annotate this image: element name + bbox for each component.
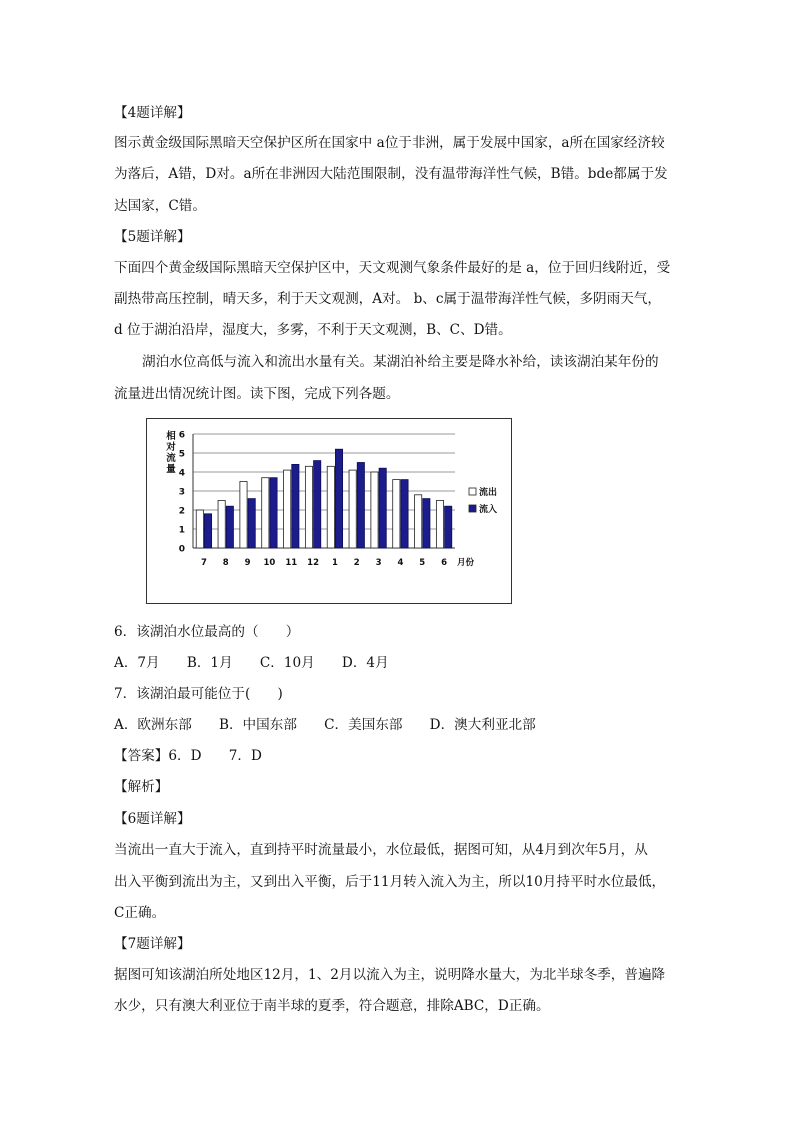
bar-outflow <box>305 466 312 548</box>
bar-outflow <box>327 466 334 548</box>
y-tick-label: 6 <box>178 430 185 441</box>
chart-figure <box>146 418 512 604</box>
bar-inflow <box>335 449 342 548</box>
legend-label: 流出 <box>479 488 498 498</box>
bar-inflow <box>204 514 211 548</box>
x-tick-label: 7 <box>200 558 207 568</box>
bar-inflow <box>270 478 277 548</box>
bar-outflow <box>371 472 378 548</box>
line-2: 为落后，A错，D对。a所在非洲因大陆范围限制，没有温带海洋性气候，B错。bde都属于发 <box>114 166 668 182</box>
x-tick-label: 11 <box>285 558 298 568</box>
y-tick-label: 0 <box>178 544 185 555</box>
bar-inflow <box>445 506 452 548</box>
y-axis-label-char: 对 <box>166 442 176 453</box>
y-axis-label-char: 流 <box>166 453 176 464</box>
line-4: 【5题详解】 <box>114 229 191 245</box>
bar-outflow <box>240 482 247 549</box>
x-axis-label: 月份 <box>457 558 475 568</box>
bar-inflow <box>226 506 233 548</box>
bar-outflow <box>262 478 269 548</box>
bar-outflow <box>436 501 443 549</box>
legend-swatch <box>469 488 476 495</box>
x-tick-label: 3 <box>375 558 382 568</box>
line-19: C正确。 <box>114 905 166 921</box>
bar-outflow <box>393 480 400 548</box>
bar-outflow <box>349 470 356 548</box>
x-tick-label: 12 <box>307 558 320 568</box>
line-6: 副热带高压控制，晴天多，利于天文观测，A对。 b、c属于温带海洋性气候，多阴雨天气， <box>114 291 662 307</box>
line-11: A．7月 B．1月 C．10月 D．4月 <box>114 655 389 671</box>
bar-inflow <box>314 461 321 548</box>
line-5: 下面四个黄金级国际黑暗天空保护区中，天文观测气象条件最好的是 a，位于回归线附近，受 <box>114 260 671 276</box>
y-tick-label: 3 <box>178 487 185 498</box>
line-15: 【解析】 <box>114 779 169 795</box>
x-tick-label: 2 <box>353 558 360 568</box>
line-14: 【答案】6．D 7．D <box>114 748 262 764</box>
line-7: d 位于湖泊沿岸，湿度大，多雾，不利于天文观测，B、C、D错。 <box>114 322 512 338</box>
bar-inflow <box>357 463 364 549</box>
x-tick-label: 1 <box>331 558 338 568</box>
legend-swatch <box>469 505 476 512</box>
bar-outflow <box>196 510 203 548</box>
bar-inflow <box>423 499 430 548</box>
y-tick-label: 2 <box>178 506 185 517</box>
x-tick-label: 10 <box>263 558 276 568</box>
bar-inflow <box>248 499 255 548</box>
x-tick-label: 8 <box>222 558 229 568</box>
bar-outflow <box>218 501 225 549</box>
line-22: 水少，只有澳大利亚位于南半球的夏季，符合题意，排除ABC，D正确。 <box>114 998 550 1014</box>
y-tick-label: 4 <box>178 468 185 479</box>
line-0: 【4题详解】 <box>114 105 191 121</box>
line-21: 据图可知该湖泊所处地区12月，1、2月以流入为主，说明降水量大，为北半球冬季，普遍降 <box>114 967 666 983</box>
bar-inflow <box>292 464 299 548</box>
x-tick-label: 4 <box>397 558 404 568</box>
line-10: 6．该湖泊水位最高的（ ） <box>114 624 300 640</box>
x-tick-label: 6 <box>441 558 448 568</box>
line-12: 7．该湖泊最可能位于( ) <box>114 686 283 702</box>
line-8: 湖泊水位高低与流入和流出水量有关。某湖泊补给主要是降水补给，读该湖泊某年份的 <box>142 354 659 370</box>
line-18: 出入平衡到流出为主，又到出入平衡，后于11月转入流入为主，所以10月持平时水位最低， <box>114 874 666 890</box>
bar-inflow <box>379 468 386 548</box>
y-tick-label: 5 <box>178 449 185 460</box>
line-1: 图示黄金级国际黑暗天空保护区所在国家中 a位于非洲，属于发展中国家，a所在国家经济较 <box>114 135 665 151</box>
line-13: A．欧洲东部 B．中国东部 C．美国东部 D．澳大利亚北部 <box>114 717 536 733</box>
legend-label: 流入 <box>479 505 498 515</box>
y-axis-label-char: 量 <box>166 464 176 475</box>
y-tick-label: 1 <box>178 525 185 536</box>
bar-outflow <box>284 470 291 548</box>
x-tick-label: 5 <box>419 558 426 568</box>
chart <box>147 419 510 602</box>
line-16: 【6题详解】 <box>114 811 191 827</box>
line-3: 达国家，C错。 <box>114 198 206 214</box>
y-axis-label-char: 相 <box>166 431 176 442</box>
bar-outflow <box>415 495 422 548</box>
line-20: 【7题详解】 <box>114 936 191 952</box>
line-17: 当流出一直大于流入，直到持平时流量最小，水位最低，据图可知，从4月到次年5月，从 <box>114 842 648 858</box>
x-tick-label: 9 <box>244 558 251 568</box>
line-9: 流量进出情况统计图。读下图，完成下列各题。 <box>114 386 400 402</box>
bar-inflow <box>401 480 408 548</box>
